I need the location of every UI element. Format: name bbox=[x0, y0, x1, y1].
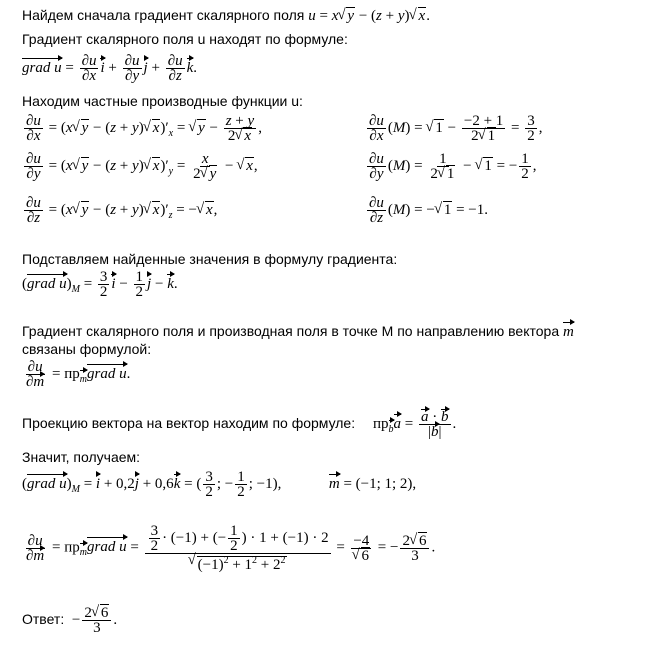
partial-x-row: $\frac{\partial u}{\partial x}$ = (x√ y − (z + y)√ $x)'_x$ = √ y − $\frac{z + y}{2√ x}$ , bbox=[22, 114, 262, 143]
gradient-rule-text: Градиент скалярного поля u находят по формуле: bbox=[22, 31, 348, 47]
relation-formula: $\frac{\partial u}{\partial m}$ = прmgrad u. bbox=[26, 359, 131, 390]
projection-line bbox=[22, 410, 456, 439]
gradient-formula: grad u = $\frac{\partial u}{\partial x}$ i + $\frac{\partial u}{\partial y}$ j + $\frac{\partial u}{\partial z}$ k. bbox=[22, 53, 198, 84]
values-line: (grad $u)_M = i + 0,2j + 0,6k$ = ( $\frac{3}{2}$ ; − $\frac{1}{2}$ ; −1), m = (−1; 1; 2), bbox=[22, 469, 417, 500]
partial-z-row: $\frac{\partial u}{\partial z}$ = (x√ y − (z + y)√ $x)'_z$ = −√ x, bbox=[22, 196, 217, 225]
partial-y-at-m: $\frac{\partial u}{\partial y}$ (M) = $\frac{1}{2√ 1}$ − √ 1 = − $\frac{1}{2}$ , bbox=[365, 152, 537, 181]
projection-text: Проекцию вектора на вектор находим по формуле: bbox=[22, 414, 356, 431]
relation-text: Градиент скалярного поля и производная поля в точке М по направлению вектора bbox=[22, 323, 560, 339]
partial-y-row: $\frac{\partial u}{\partial y}$ = (x√ y − (z + y)√ $x)'_y$ = $\frac{x}{2√ y}$ − √ x, bbox=[22, 152, 258, 181]
relation-vector: m bbox=[563, 324, 574, 340]
hence-text: Значит, получаем: bbox=[22, 449, 141, 465]
projection-formula: прba = $\frac{a \cdot b}{|b|}$ . bbox=[373, 409, 457, 440]
intro-line bbox=[22, 6, 430, 25]
relation-line bbox=[22, 322, 574, 341]
intro-formula: u = x√ y − (z + y)√ x. bbox=[308, 8, 430, 24]
partial-x-at-m: $\frac{\partial u}{\partial x}$ (M) = √ 1 − $\frac{-2 + 1}{2√ 1}$ = $\frac{3}{2}$ , bbox=[365, 114, 543, 143]
substitute-text: Подставляем найденные значения в формулу градиента: bbox=[22, 251, 398, 267]
answer-value: − $\frac{2√ 6}{3}$ . bbox=[68, 612, 117, 628]
partial-z-at-m: $\frac{\partial u}{\partial z}$ (M) = −√ 1 = −1. bbox=[365, 196, 488, 225]
partials-heading: Находим частные производные функции u: bbox=[22, 93, 303, 109]
final-formula: $\frac{\partial u}{\partial m}$ = прmgrad u = $\frac{3}{2}$ · (−1) + (− $\frac{1}{2}$ ) · 1 + (−1) · 2 √ $(-1)^2 + 1^2 + 2^2$ = −4 √ 6 = − $\frac{2√ 6}{3}$ . bbox=[22, 524, 435, 572]
gradient-at-m-formula: (grad $u)_M$ = $\frac{3}{2}$ i − $\frac{1}{2}$ j − k. bbox=[22, 269, 178, 300]
relation-text2: связаны формулой: bbox=[22, 341, 152, 357]
answer-line bbox=[22, 606, 117, 635]
answer-label: Ответ: bbox=[22, 610, 65, 627]
intro-text: Найдем сначала градиент скалярного поля bbox=[22, 7, 305, 23]
